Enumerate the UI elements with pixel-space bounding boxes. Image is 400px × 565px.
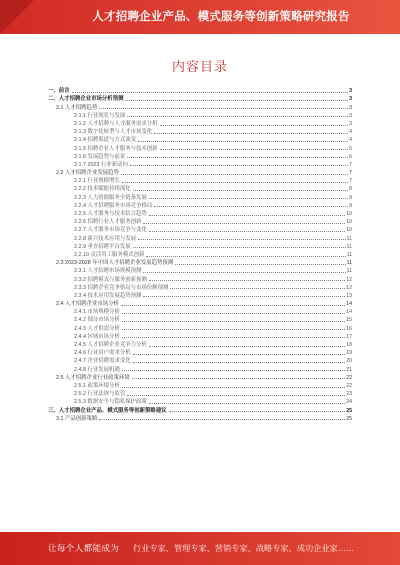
toc-leader-dots	[125, 100, 348, 101]
toc-heading: 内容目录	[171, 59, 228, 74]
toc-entry-page: 10	[346, 211, 352, 217]
toc-entry-label: 2.3.4 技术应用发展趋势预测	[74, 292, 142, 299]
toc-leader-dots	[160, 125, 349, 126]
toc-entry[interactable]	[48, 266, 352, 274]
toc-entry-page: 7	[349, 178, 352, 185]
toc-entry-label: 2.2.10 灵活用工服务模式创新	[74, 251, 145, 258]
toc-entry-page: 12	[346, 284, 352, 291]
toc-entry-page: 6	[349, 153, 352, 160]
toc-leader-dots	[149, 403, 345, 404]
toc-entry[interactable]	[48, 143, 352, 151]
report-title: 人才招聘企业产品、模式服务等创新策略研究报告	[92, 11, 350, 23]
toc-entry[interactable]	[48, 397, 352, 405]
toc-entry-page: 19	[346, 350, 352, 357]
toc-entry[interactable]	[48, 258, 352, 266]
toc-entry[interactable]	[48, 323, 352, 331]
toc-entry[interactable]	[48, 340, 352, 348]
toc-entry-label: 2.1.1 行业现状与发展	[74, 112, 126, 119]
toc-entry[interactable]	[48, 315, 352, 323]
toc-leader-dots	[99, 108, 348, 109]
toc-leader-dots	[154, 133, 348, 134]
toc-leader-dots	[154, 206, 348, 207]
toc-leader-dots	[175, 264, 345, 265]
toc-entry-label: 2.2 人才招聘企业发展趋势	[56, 170, 119, 177]
toc-entry-label: 2.1.5 招聘企业人才服务与技术创新	[74, 145, 158, 152]
toc-entry-page: 25	[346, 407, 352, 414]
footer-slogan: 让每个人都能成为	[48, 543, 120, 553]
toc-entry-page: 13	[346, 292, 352, 299]
toc-entry[interactable]	[48, 291, 352, 299]
toc-entry-label: 2.4.2 细分市场分析	[74, 317, 120, 324]
toc-entry-page: 4	[349, 129, 352, 136]
toc-entry[interactable]	[48, 111, 352, 119]
toc-entry-page: 17	[346, 333, 352, 340]
toc-leader-dots	[130, 165, 348, 166]
toc-entry-page: 4	[349, 137, 352, 144]
toc-leader-dots	[127, 116, 348, 117]
toc-leader-dots	[133, 190, 348, 191]
toc-entry-label: 2.2.4 人才招聘服务市场竞争格局	[74, 202, 153, 209]
toc-entry-page: 25	[346, 415, 352, 422]
toc-entry-page: 21	[346, 366, 352, 373]
toc-entry-label: 2.4.1 市场规模分析	[74, 309, 120, 316]
toc-leader-dots	[121, 174, 348, 175]
toc-entry[interactable]	[48, 160, 352, 168]
toc-leader-dots	[160, 149, 349, 150]
toc-entry-label: 2.4.4 区域市场分析	[74, 333, 120, 340]
toc-entry-page: 12	[346, 276, 352, 283]
toc-leader-dots	[146, 256, 345, 257]
toc-entry-page: 9	[349, 194, 352, 201]
toc-entry[interactable]	[48, 307, 352, 315]
toc-entry-page: 11	[346, 268, 352, 275]
toc-entry[interactable]	[48, 332, 352, 340]
toc-entry[interactable]	[48, 86, 352, 94]
toc-entry-label: 2.2.8 新兴技术应用与发展	[74, 235, 137, 242]
toc-entry[interactable]	[48, 168, 352, 176]
toc-entry-label: 2.3.2 招聘模式与服务创新预测	[74, 276, 147, 283]
toc-leader-dots	[72, 92, 349, 93]
toc-leader-dots	[149, 346, 345, 347]
toc-leader-dots	[143, 296, 345, 297]
toc-entry-page: 14	[346, 301, 352, 308]
toc-leader-dots	[143, 223, 345, 224]
toc-leader-dots	[122, 370, 345, 371]
toc-entry-label: 2.1.3 数字化转型与人才市场变化	[74, 129, 153, 136]
toc-leader-dots	[169, 411, 346, 412]
toc-leader-dots	[138, 239, 346, 240]
toc-entry-label: 2.3.3 招聘企业竞争格局与市场份额预测	[74, 284, 169, 291]
toc-leader-dots	[127, 157, 348, 158]
toc-entry[interactable]	[48, 176, 352, 184]
toc-entry[interactable]	[48, 356, 352, 364]
toc-entry-label: 3.1 产品创新策略	[56, 415, 98, 422]
toc-entry[interactable]	[48, 201, 352, 209]
toc-entry-label: 2.2.9 垂直招聘平台发展	[74, 243, 131, 250]
toc-entry-page: 15	[346, 317, 352, 324]
toc-leader-dots	[149, 280, 345, 281]
toc-entry-label: 2.4.8 行业发展机遇	[74, 366, 120, 373]
toc-entry-page: 9	[349, 202, 352, 209]
toc-entry[interactable]	[48, 233, 352, 241]
toc-entry[interactable]	[48, 242, 352, 250]
toc-entry[interactable]	[48, 364, 352, 372]
toc-leader-dots	[122, 182, 348, 183]
toc-entry[interactable]	[48, 135, 352, 143]
toc-leader-dots	[122, 337, 345, 338]
toc-entry[interactable]	[48, 299, 352, 307]
toc-entry-label: 2.4 人才招聘企业市场分析	[56, 301, 119, 308]
toc-entry-page: 23	[346, 391, 352, 398]
toc-entry[interactable]	[48, 405, 352, 413]
toc-leader-dots	[122, 321, 345, 322]
toc-entry[interactable]	[48, 127, 352, 135]
toc-entry-page: 11	[346, 235, 352, 242]
toc-entry[interactable]	[48, 225, 352, 233]
toc-entry-page: 22	[346, 382, 352, 389]
toc-entry-label: 2.1.7 2023 行业新动向	[74, 161, 128, 168]
toc-entry-page: 5	[349, 145, 352, 152]
header-corner-decoration	[0, 0, 34, 34]
toc-entry-label: 2.4.5 人才招聘企业竞争力分析	[74, 342, 147, 348]
table-of-contents	[48, 86, 352, 422]
footer-roles: 行业专家、管理专家、营销专家、战略专家、成功企业家……	[133, 544, 355, 553]
toc-leader-dots	[170, 288, 345, 289]
toc-entry[interactable]	[48, 94, 352, 102]
toc-entry[interactable]	[48, 414, 352, 422]
footer-bar	[0, 532, 400, 565]
toc-entry-page: 10	[346, 219, 352, 226]
toc-entry[interactable]	[48, 184, 352, 192]
toc-entry-label: 2.4.7 企业招聘需求变化	[74, 358, 131, 365]
toc-entry-label: 2.5.1 政策环境分析	[74, 382, 120, 389]
toc-entry-page: 18	[346, 342, 352, 348]
toc-entry-page: 3	[349, 88, 352, 95]
toc-entry-page: 7	[349, 170, 352, 177]
toc-entry-page: 11	[346, 260, 352, 267]
toc-entry-label: 2.5 人才招聘企业行业政策环境	[56, 374, 130, 381]
toc-entry[interactable]	[48, 373, 352, 381]
toc-entry-label: 2.5.2 行业法规与监管	[74, 391, 126, 398]
toc-entry[interactable]	[48, 274, 352, 282]
toc-entry-page: 8	[349, 186, 352, 193]
toc-entry-page: 24	[346, 399, 352, 406]
report-header-bar	[0, 0, 400, 34]
toc-leader-dots	[127, 395, 345, 396]
toc-leader-dots	[99, 419, 345, 420]
toc-leader-dots	[149, 198, 348, 199]
toc-entry-page: 3	[349, 120, 352, 127]
toc-entry[interactable]	[48, 192, 352, 200]
toc-entry-page: 10	[346, 227, 352, 234]
toc-leader-dots	[133, 247, 346, 248]
toc-entry-label: 2.4.3 人才供需分析	[74, 325, 120, 332]
toc-entry[interactable]	[48, 283, 352, 291]
toc-entry-label: 2.2.2 技术赋能持续深化	[74, 186, 131, 193]
toc-entry-label: 三、人才招聘企业产品、模式服务等创新策略建议	[48, 407, 167, 414]
toc-entry[interactable]	[48, 152, 352, 160]
toc-entry-label: 2.5.3 数据安全与隐私保护政策	[74, 399, 147, 406]
toc-entry-page: 14	[346, 309, 352, 316]
toc-leader-dots	[149, 215, 345, 216]
toc-entry-label: 2.4.6 行业用户需求分析	[74, 350, 131, 357]
toc-leader-dots	[149, 231, 345, 232]
toc-entry-label: 二、人才招聘企业市场分析预测	[48, 96, 124, 103]
toc-leader-dots	[122, 387, 345, 388]
toc-entry-label: 2.1.6 发展趋势与前景	[74, 153, 126, 160]
toc-entry[interactable]	[48, 348, 352, 356]
toc-entry-label: 2.3.1 人才招聘市场规模预测	[74, 268, 142, 275]
toc-entry-page: 3	[349, 112, 352, 119]
toc-entry-page: 3	[349, 96, 352, 103]
toc-entry-label: 2.2.6 招聘行业人才服务创新	[74, 219, 142, 226]
toc-entry-page: 11	[346, 251, 352, 258]
toc-entry[interactable]	[48, 250, 352, 258]
toc-entry[interactable]	[48, 119, 352, 127]
toc-entry-label: 2.2.5 人才服务与技术结合趋势	[74, 211, 147, 217]
toc-leader-dots	[133, 354, 346, 355]
toc-entry[interactable]	[48, 209, 352, 217]
toc-entry-label: 2.3 2023-2028 年中国人才招聘企业发展趋势预测	[56, 260, 174, 267]
toc-entry-page: 11	[346, 243, 352, 250]
toc-leader-dots	[133, 362, 346, 363]
toc-entry-label: 2.1.4 招聘渠道与方式演变	[74, 137, 137, 144]
toc-entry-label: 2.1 人才招聘趋势	[56, 104, 98, 111]
toc-leader-dots	[138, 141, 348, 142]
toc-entry-label: 一、前言	[48, 88, 70, 95]
toc-entry[interactable]	[48, 389, 352, 397]
toc-entry-label: 2.1.2 人才招聘与人才服务需求分析	[74, 120, 158, 127]
toc-entry-label: 2.2.7 人才服务市场竞争与变化	[74, 227, 147, 234]
toc-entry-page: 16	[346, 325, 352, 332]
toc-leader-dots	[122, 313, 345, 314]
toc-entry-page: 22	[346, 374, 352, 381]
toc-leader-dots	[121, 305, 345, 306]
toc-entry-page: 7	[349, 161, 352, 168]
toc-leader-dots	[122, 329, 345, 330]
toc-entry[interactable]	[48, 102, 352, 110]
toc-entry[interactable]	[48, 217, 352, 225]
toc-entry-label: 2.2.1 行业规模增长	[74, 178, 120, 185]
toc-entry[interactable]	[48, 381, 352, 389]
toc-entry-page: 3	[349, 104, 352, 111]
toc-entry-page: 20	[346, 358, 352, 365]
toc-leader-dots	[143, 272, 345, 273]
toc-entry-label: 2.2.3 人力资源服务全链条发展	[74, 194, 147, 201]
toc-leader-dots	[132, 378, 346, 379]
